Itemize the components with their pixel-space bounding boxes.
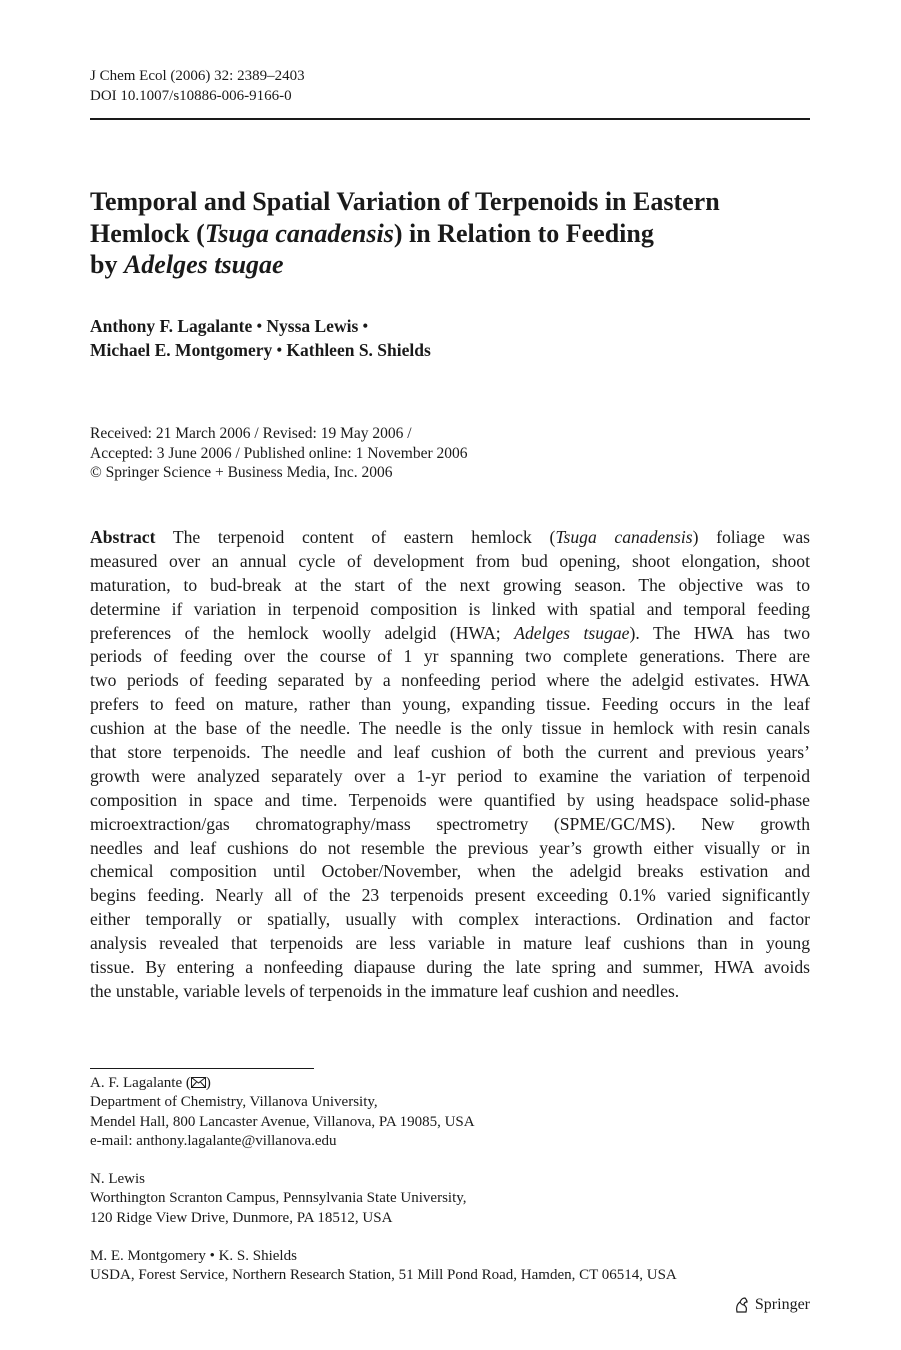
- author-email[interactable]: e-mail: anthony.lagalante@villanova.edu: [90, 1132, 337, 1149]
- author-lagalante: Anthony F. Lagalante: [90, 316, 253, 336]
- affiliation-dept: Department of Chemistry, Villanova University,: [90, 1094, 378, 1111]
- envelope-icon: [191, 1077, 206, 1088]
- accepted-published: Accepted: 3 June 2006 / Published online: 1 November 2006: [90, 444, 468, 462]
- affiliation-address: 120 Ridge View Drive, Dunmore, PA 18512, USA: [90, 1209, 393, 1226]
- abstract-line: either temporally or spatially, usually with complex interactions. Ordination and factor: [90, 909, 810, 930]
- abstract-line: two periods of feeding separated by a nonfeeding period where the adelgid estivates. HWA: [90, 670, 810, 691]
- abstract-line: Abstract The terpenoid content of eastern hemlock (Tsuga canadensis) foliage was: [90, 527, 810, 547]
- received-revised: Received: 21 March 2006 / Revised: 19 May 2006 /: [90, 425, 412, 442]
- abstract-line: analysis revealed that terpenoids are less variable in mature leaf cushions than in young: [90, 933, 810, 954]
- author-shields: Kathleen S. Shields: [286, 340, 431, 360]
- abstract-line: composition in space and time. Terpenoids were quantified by using headspace solid-phase: [90, 789, 810, 810]
- springer-horse-icon: [733, 1296, 751, 1314]
- abstract-line: the unstable, variable levels of terpenoids in the immature leaf cushion and needles.: [90, 980, 680, 1001]
- author-lewis: Nyssa Lewis: [266, 316, 359, 336]
- footnote-rule: [90, 1068, 314, 1069]
- publisher-name: Springer: [754, 1296, 810, 1313]
- title-species-adelgid: Adelges tsugae: [123, 250, 284, 279]
- abstract-line: tissue. By entering a nonfeeding diapause during the late spring and summer, HWA avoids: [90, 957, 810, 978]
- abstract-line: microextraction/gas chromatography/mass spectrometry (SPME/GC/MS). New growth: [90, 813, 810, 834]
- journal-citation: J Chem Ecol (2006) 32: 2389–2403: [90, 68, 305, 84]
- abstract-line: needles and leaf cushions do not resemble the previous year’s growth either visually or in: [90, 837, 810, 858]
- abstract-line: that store terpenoids. The needle and leaf cushion of both the current and previous years’: [90, 742, 810, 763]
- affiliation-lagalante: A. F. Lagalante ( ) Department of Chemistry, Villanova University, Mendel Hall, 800 Lancaster Avenue, Villanova, PA 19085, USA e-mail: anthony.lagalante@villanova.edu: [90, 1074, 475, 1151]
- affiliation-campus: Worthington Scranton Campus, Pennsylvania State University,: [90, 1190, 467, 1207]
- abstract: [90, 526, 810, 1004]
- journal-header: [90, 67, 305, 106]
- title-line-3: by Adelges tsugae: [90, 250, 284, 279]
- abstract-line: chemical composition until October/November, when the adelgid breaks estivation and: [90, 861, 810, 882]
- title-line-2: Hemlock (Tsuga canadensis) in Relation to Feeding: [90, 218, 654, 248]
- abstract-line: begins feeding. Nearly all of the 23 terpenoids present exceeding 0.1% varied significantly: [90, 885, 810, 906]
- author-separator: •: [276, 340, 283, 360]
- author-separator: •: [362, 316, 369, 336]
- title-line-1: Temporal and Spatial Variation of Terpenoids in Eastern: [90, 187, 720, 216]
- doi: DOI 10.1007/s10886-006-9166-0: [90, 87, 292, 104]
- abstract-line: growth were analyzed separately over a 1-yr period to examine the variation of terpenoid: [90, 765, 810, 786]
- publisher-logo: [733, 1296, 810, 1314]
- abstract-line: periods of feeding over the course of 1 yr spanning two complete generations. There are: [90, 646, 810, 667]
- abstract-label: Abstract: [90, 527, 156, 547]
- abstract-line: cushion at the base of the needle. The needle is the only tissue in hemlock with resin canals: [90, 718, 810, 739]
- author-list: [90, 314, 431, 362]
- abstract-line: measured over an annual cycle of development from bud opening, shoot elongation, shoot: [90, 550, 810, 571]
- abstract-line: maturation, to bud-break at the start of the next growing season. The objective was to: [90, 574, 810, 595]
- copyright: © Springer Science + Business Media, Inc. 2006: [90, 464, 393, 481]
- affiliation-montgomery-shields: [90, 1247, 677, 1286]
- abstract-line: preferences of the hemlock woolly adelgid (HWA; Adelges tsugae). The HWA has two: [90, 622, 810, 643]
- affiliation-address: Mendel Hall, 800 Lancaster Avenue, Villanova, PA 19085, USA: [90, 1113, 475, 1130]
- abstract-line: determine if variation in terpenoid composition is linked with spatial and temporal feeding: [90, 598, 810, 619]
- affiliation-name: N. Lewis: [90, 1171, 145, 1187]
- author-montgomery: Michael E. Montgomery: [90, 340, 273, 360]
- publication-dates: [90, 424, 468, 483]
- affiliation-lewis: [90, 1170, 467, 1228]
- title-species-hemlock: Tsuga canadensis: [204, 218, 394, 248]
- author-separator: •: [256, 316, 263, 336]
- affiliation-address: USDA, Forest Service, Northern Research Station, 51 Mill Pond Road, Hamden, CT 06514, USA: [90, 1267, 677, 1284]
- header-rule: [90, 118, 810, 120]
- affiliation-names: M. E. Montgomery • K. S. Shields: [90, 1248, 297, 1264]
- abstract-line: prefers to feed on mature, rather than young, expanding tissue. Feeding occurs in the leaf: [90, 694, 810, 715]
- article-title: [90, 186, 810, 281]
